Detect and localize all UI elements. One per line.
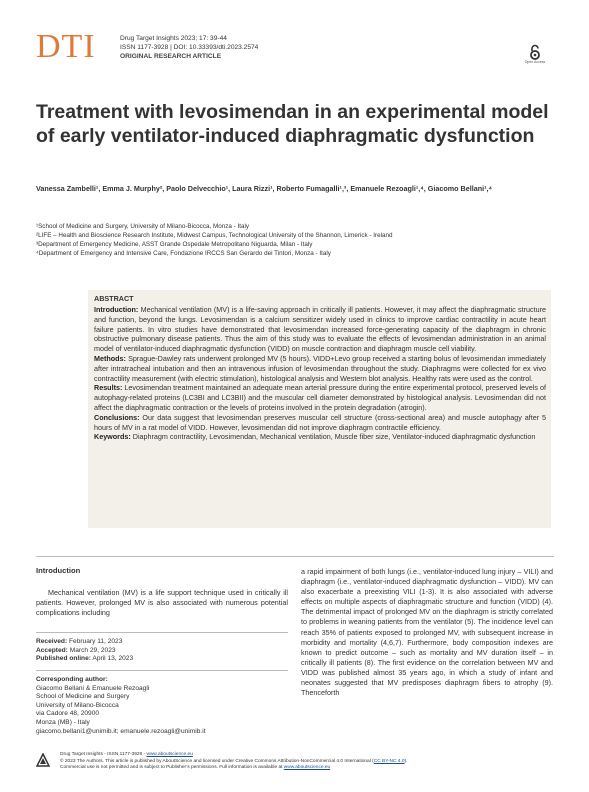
abstract-results: Results: Levosimendan treatment maintained an adequate mean arterial pressure during the entire experimental protocol, preserved levels of autophagy-related proteins (LC3BI and LC3BII) and the muscular cell diameter demonstrated by histological analysis. Levosimendan did not affect the diaphragmatic contraction or the levels of proteins involved in the protein degradation (atrogin). — [94, 383, 546, 412]
author-list: Vanessa Zambelli¹, Emma J. Murphy², Paolo Delvecchio¹, Laura Rizzi¹, Roberto Fumagalli¹,³, Emanuele Rezoagli¹,⁴, Giacomo Bellani¹,⁴ — [36, 184, 493, 193]
publication-dates: Received: February 11, 2023 Accepted: March 29, 2023 Published online: April 13, 2023 — [36, 638, 134, 663]
affiliations — [36, 222, 556, 258]
affiliation-2: ²LIFE – Health and Bioscience Research Institute, Midwest Campus, Technological University of the Shannon, Limerick - Ireland — [36, 232, 393, 239]
correspondence-divider — [36, 670, 288, 671]
affiliation-3: ³Department of Emergency Medicine, ASST Grande Ospedale Metropolitano Niguarda, Milan - Italy — [36, 241, 313, 248]
journal-meta — [120, 34, 258, 61]
open-access-badge — [522, 44, 548, 64]
abstract-methods: Methods: Sprague-Dawley rats underwent prolonged MV (5 hours). VIDD+Levo group received a starting bolus of levosimendan immediately after intratracheal intubation and then an intravenous infusion of levosimendan throughout the study. Diaphragms were collected for ex vivo contractility measurement (with electric stimulation), histological analysis and Western blot analysis. Healthy rats were used as the control. — [94, 353, 547, 383]
abstract-introduction: Introduction: Mechanical ventilation (MV) is a life-saving approach in critically ill patients. However, it may affect the diaphragmatic structure and function, beyond the lungs. Levosimendan is a calcium sensitizer widely used in clinics to improve cardiac contractility in acute heart failure patients. In vitro studies have demonstrated that levosimendan increased force-generating capacity of the diaphragm in chronic obstructive pulmonary disease patients. Thus the aim of this study was to evaluate the effects of levosimendan administration in an animal model of ventilator-induced diaphragmatic dysfunction (VIDD) on muscle contraction and diaphragm muscle cell viability. — [94, 305, 547, 354]
abstract-methods-label: Methods: — [94, 353, 126, 363]
page-footer: Drug Target Insights - ISSN 1177-3928 - www.aboutscience.eu © 2023 The Authors. This article is published by AboutScience and licensed under Creative Commons Attribution-NonCommercial 4.0 International (CC BY-NC 4.0). Commercial use is not permitted and is subject to Publisher’s permissions. Full information is available at www.aboutscience.eu — [60, 752, 408, 771]
journal-ids: ISSN 1177-3928 | DOI: 10.33393/dti.2023.2574 — [120, 44, 259, 51]
publisher-link[interactable]: www.aboutscience.eu — [146, 752, 193, 757]
publisher-logo-icon — [36, 753, 50, 767]
abstract-keywords-label: Keywords: — [94, 432, 131, 442]
journal-logo: DTI — [36, 28, 96, 65]
abstract-keywords: Keywords: Diaphragm contractility, Levosimendan, Mechanical ventilation, Muscle fiber size, Ventilator-induced diaphragmatic dysfunction — [94, 432, 536, 442]
affiliation-1: ¹School of Medicine and Surgery, University of Milano-Bicocca, Monza - Italy — [36, 223, 250, 230]
abstract-body — [94, 305, 546, 442]
affiliation-4: ⁴Department of Emergency and Intensive Care, Fondazione IRCCS San Gerardo dei Tintori, Monza - Italy — [36, 250, 331, 257]
abstract-heading: ABSTRACT — [94, 294, 134, 303]
corresponding-author: Corresponding author: Giacomo Bellani & Emanuele Rezoagli School of Medicine and Surgery University of Milano-Bicocca via Cadore 48, 20900 Monza (MB) - Italy giacomo.bellani1@unimib.it; emanuele.rezoagli@unimib.it — [36, 676, 288, 736]
journal-citation: Drug Target Insights 2023; 17: 39-44 — [120, 35, 227, 42]
abstract-results-label: Results: — [94, 383, 123, 393]
author-emails[interactable]: giacomo.bellani1@unimib.it; emanuele.rezoagli@unimib.it — [36, 727, 206, 735]
abstract-conclusions: Conclusions: Our data suggest that levosimendan preserves muscular cell structure (cross-sectional area) and muscle autophagy after 5 hours of MV in a rat model of VIDD. However, levosimendan did not improve diaphragm contractile efficiency. — [94, 412, 546, 432]
introduction-paragraph: Mechanical ventilation (MV) is a life support technique used in critically ill patients. However, prolonged MV is also associated with numerous potential complications including — [36, 588, 288, 618]
license-link[interactable]: CC BY-NC 4.0 — [373, 758, 405, 764]
corresponding-author-heading: Corresponding author: — [36, 676, 108, 683]
abstract-introduction-label: Introduction: — [94, 305, 139, 314]
introduction-continuation: a rapid impairment of both lungs (i.e., ventilator-induced lung injury – VILI) and diaphragm (i.e., ventilator-induced diaphragmatic dysfunction – VIDD). MV can also exacerbate a preexisting VILI (1-3). It is also associated with adverse effects on multiple aspects of diaphragmatic structure and function (VIDD) (4). The detrimental impact of prolonged MV on the diaphragm is strictly correlated to problems in weaning patients from the ventilator (5). The incidence level can reach 35% of patients exposed to prolonged MV, with subsequent increase in morbidity and mortality (4,6,7). Furthermore, body composition indexes are known to predict outcome – such as mortality and MV duration itself – in critically ill patients (8). The first evidence on the correlation between MV and VIDD was published almost 35 years ago, in which a study of infant and neonates suggested that MV predisposes diaphragm fibers to atrophy (9). Thenceforth — [301, 567, 553, 698]
article-type: ORIGINAL RESEARCH ARTICLE — [120, 53, 222, 60]
accepted-date: March 29, 2023 — [69, 646, 116, 654]
open-access-label: Open Access — [524, 60, 546, 64]
permissions-link[interactable]: www.aboutscience.eu — [283, 765, 331, 771]
received-date: February 11, 2023 — [69, 638, 123, 645]
abstract-conclusions-label: Conclusions: — [94, 412, 140, 422]
published-date: April 13, 2023 — [92, 655, 134, 663]
section-divider — [36, 556, 554, 557]
dates-divider — [36, 632, 288, 633]
open-access-icon — [529, 44, 541, 60]
introduction-heading: Introduction — [36, 566, 81, 575]
article-title: Treatment with levosimendan in an experimental model of early ventilator-induced diaphragmatic dysfunction — [36, 101, 549, 147]
